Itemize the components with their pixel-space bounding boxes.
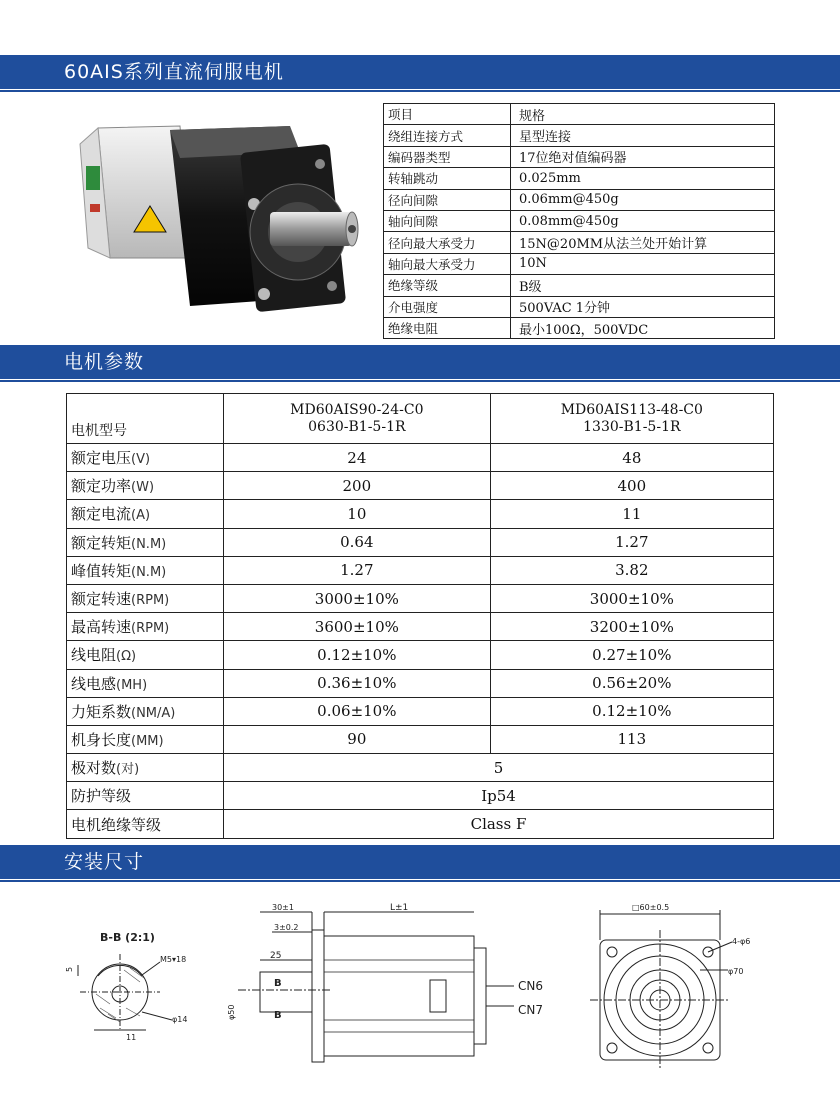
param-label bbox=[67, 782, 224, 810]
param-label bbox=[67, 472, 224, 500]
section-title: 60AIS系列直流伺服电机 bbox=[64, 61, 284, 83]
param-name: 额定功率 bbox=[71, 477, 132, 496]
model-2-value: 3200±10% bbox=[490, 613, 773, 641]
params-table bbox=[66, 393, 774, 839]
dim-square: □60±0.5 bbox=[632, 903, 670, 912]
model-2-value: 48 bbox=[490, 444, 773, 472]
model-2-line1: MD60AIS113-48-C0 bbox=[560, 401, 703, 418]
model-1-value: 90 bbox=[224, 725, 491, 753]
shared-value: Class F bbox=[224, 810, 774, 838]
param-row bbox=[67, 669, 774, 697]
param-row bbox=[67, 584, 774, 612]
spec-value: 规格 bbox=[511, 104, 775, 125]
param-label: 电机型号 bbox=[67, 394, 224, 444]
param-unit: (W) bbox=[131, 480, 155, 496]
params-header-row bbox=[67, 394, 774, 444]
motor-photo bbox=[70, 108, 360, 328]
param-unit: (NM/A) bbox=[131, 705, 176, 721]
spec-row bbox=[384, 296, 775, 317]
model-1-value: 0.36±10% bbox=[224, 669, 491, 697]
param-label bbox=[67, 556, 224, 584]
dim-L: L±1 bbox=[390, 903, 409, 913]
param-unit: (N.M) bbox=[131, 536, 167, 552]
spec-row bbox=[384, 210, 775, 231]
dim-holes: 4-φ6 bbox=[732, 937, 751, 946]
dim-30: 30±1 bbox=[272, 903, 294, 912]
param-name: 峰值转矩 bbox=[71, 561, 132, 580]
param-row bbox=[67, 725, 774, 753]
connector-cn6: CN6 bbox=[518, 979, 543, 993]
section-header-product bbox=[0, 55, 840, 89]
spec-row bbox=[384, 146, 775, 167]
param-label bbox=[67, 613, 224, 641]
spec-value: 17位绝对值编码器 bbox=[511, 146, 775, 167]
dim-phi14: φ14 bbox=[172, 1015, 188, 1024]
spec-value: 0.025mm bbox=[511, 168, 775, 189]
param-unit: (RPM) bbox=[131, 593, 170, 609]
spec-key: 径向间隙 bbox=[384, 189, 511, 210]
spec-value: 0.06mm@450g bbox=[511, 189, 775, 210]
model-2-value: 3000±10% bbox=[490, 584, 773, 612]
param-row-shared bbox=[67, 754, 774, 782]
spec-value: 15N@20MM从法兰处开始计算 bbox=[511, 232, 775, 253]
spec-row bbox=[384, 253, 775, 274]
label-b-bottom: B bbox=[274, 1010, 282, 1021]
section-header-params bbox=[0, 345, 840, 379]
model-1-value: 1.27 bbox=[224, 556, 491, 584]
dim-25: 25 bbox=[270, 951, 282, 961]
param-label bbox=[67, 584, 224, 612]
param-unit: (MH) bbox=[116, 677, 148, 693]
section-label: B-B (2:1) bbox=[100, 931, 155, 944]
param-name: 最高转速 bbox=[71, 618, 132, 637]
param-unit: (V) bbox=[131, 452, 151, 468]
dim-3: 3±0.2 bbox=[274, 923, 299, 932]
spec-row bbox=[384, 168, 775, 189]
spec-row bbox=[384, 232, 775, 253]
param-unit: (MM) bbox=[131, 733, 164, 749]
model-1-value: 3600±10% bbox=[224, 613, 491, 641]
spec-row bbox=[384, 104, 775, 125]
param-name: 额定电流 bbox=[71, 505, 132, 524]
model-1-line2: 0630-B1-5-1R bbox=[308, 418, 406, 435]
model-1-value: 200 bbox=[224, 472, 491, 500]
label-b-top: B bbox=[274, 978, 282, 989]
param-unit: (RPM) bbox=[131, 621, 170, 637]
model-1-value: 0.12±10% bbox=[224, 641, 491, 669]
param-label bbox=[67, 810, 224, 838]
section-header-dimensions bbox=[0, 845, 840, 879]
param-row bbox=[67, 444, 774, 472]
param-label bbox=[67, 697, 224, 725]
param-name: 电机绝缘等级 bbox=[71, 815, 162, 834]
connector-cn7: CN7 bbox=[518, 1003, 543, 1017]
param-unit: (N.M) bbox=[131, 564, 167, 580]
model-2-value: 1.27 bbox=[490, 528, 773, 556]
param-name: 线电阻 bbox=[71, 646, 117, 665]
model-2-value: 0.27±10% bbox=[490, 641, 773, 669]
model-2-value: 113 bbox=[490, 725, 773, 753]
model-1-header bbox=[224, 394, 491, 444]
param-unit: (A) bbox=[131, 508, 151, 524]
shaft-section-view bbox=[65, 931, 187, 1042]
model-2-header bbox=[490, 394, 773, 444]
motor-front-view bbox=[590, 903, 750, 1070]
model-2-value: 11 bbox=[490, 500, 773, 528]
model-1-value: 24 bbox=[224, 444, 491, 472]
section-title: 电机参数 bbox=[64, 351, 145, 373]
model-2-value: 0.56±20% bbox=[490, 669, 773, 697]
param-row bbox=[67, 556, 774, 584]
param-name: 机身长度 bbox=[71, 730, 132, 749]
dim-11: 11 bbox=[126, 1033, 137, 1042]
spec-key: 轴向最大承受力 bbox=[384, 253, 511, 274]
model-1-value: 0.64 bbox=[224, 528, 491, 556]
param-row-shared bbox=[67, 782, 774, 810]
param-unit: (对) bbox=[116, 762, 140, 778]
model-1-value: 10 bbox=[224, 500, 491, 528]
param-name: 额定电压 bbox=[71, 449, 132, 468]
spec-row bbox=[384, 189, 775, 210]
param-name: 极对数 bbox=[71, 759, 117, 778]
param-name: 额定转速 bbox=[71, 590, 132, 609]
param-label bbox=[67, 669, 224, 697]
spec-key: 绝缘等级 bbox=[384, 275, 511, 296]
param-name: 力矩系数 bbox=[71, 702, 132, 721]
param-row bbox=[67, 528, 774, 556]
param-row bbox=[67, 641, 774, 669]
section-title: 安装尺寸 bbox=[64, 851, 145, 873]
installation-drawings bbox=[60, 890, 800, 1090]
param-name: 额定转矩 bbox=[71, 533, 132, 552]
spec-key: 轴向间隙 bbox=[384, 210, 511, 231]
dim-phi70: φ70 bbox=[728, 967, 744, 976]
motor-side-view bbox=[227, 903, 543, 1062]
dim-phi50: φ50 bbox=[227, 1004, 236, 1020]
param-unit: (Ω) bbox=[116, 649, 137, 665]
param-label bbox=[67, 528, 224, 556]
param-row bbox=[67, 500, 774, 528]
spec-key: 项目 bbox=[384, 104, 511, 125]
model-2-line2: 1330-B1-5-1R bbox=[583, 418, 681, 435]
spec-value: 最小100Ω，500VDC bbox=[511, 317, 775, 338]
param-label bbox=[67, 500, 224, 528]
model-1-line1: MD60AIS90-24-C0 bbox=[290, 401, 424, 418]
param-row-shared bbox=[67, 810, 774, 838]
dim-5: 5 bbox=[65, 966, 74, 972]
spec-value: 0.08mm@450g bbox=[511, 210, 775, 231]
spec-key: 绕组连接方式 bbox=[384, 125, 511, 146]
param-label bbox=[67, 725, 224, 753]
spec-row bbox=[384, 125, 775, 146]
model-1-value: 3000±10% bbox=[224, 584, 491, 612]
model-2-value: 0.12±10% bbox=[490, 697, 773, 725]
spec-value: B级 bbox=[511, 275, 775, 296]
param-name: 防护等级 bbox=[71, 787, 132, 806]
spec-table bbox=[383, 103, 775, 339]
spec-row bbox=[384, 275, 775, 296]
shared-value: 5 bbox=[224, 754, 774, 782]
param-name: 线电感 bbox=[71, 674, 117, 693]
model-1-value: 0.06±10% bbox=[224, 697, 491, 725]
spec-value: 星型连接 bbox=[511, 125, 775, 146]
spec-key: 绝缘电阻 bbox=[384, 317, 511, 338]
param-label bbox=[67, 641, 224, 669]
param-row bbox=[67, 697, 774, 725]
model-2-value: 3.82 bbox=[490, 556, 773, 584]
spec-key: 介电强度 bbox=[384, 296, 511, 317]
dim-m5: M5▾18 bbox=[160, 955, 187, 964]
param-label bbox=[67, 754, 224, 782]
spec-key: 径向最大承受力 bbox=[384, 232, 511, 253]
spec-value: 500VAC 1分钟 bbox=[511, 296, 775, 317]
model-2-value: 400 bbox=[490, 472, 773, 500]
param-row bbox=[67, 472, 774, 500]
spec-row bbox=[384, 317, 775, 338]
spec-value: 10N bbox=[511, 253, 775, 274]
spec-key: 转轴跳动 bbox=[384, 168, 511, 189]
spec-key: 编码器类型 bbox=[384, 146, 511, 167]
shared-value: Ip54 bbox=[224, 782, 774, 810]
param-row bbox=[67, 613, 774, 641]
param-label bbox=[67, 444, 224, 472]
